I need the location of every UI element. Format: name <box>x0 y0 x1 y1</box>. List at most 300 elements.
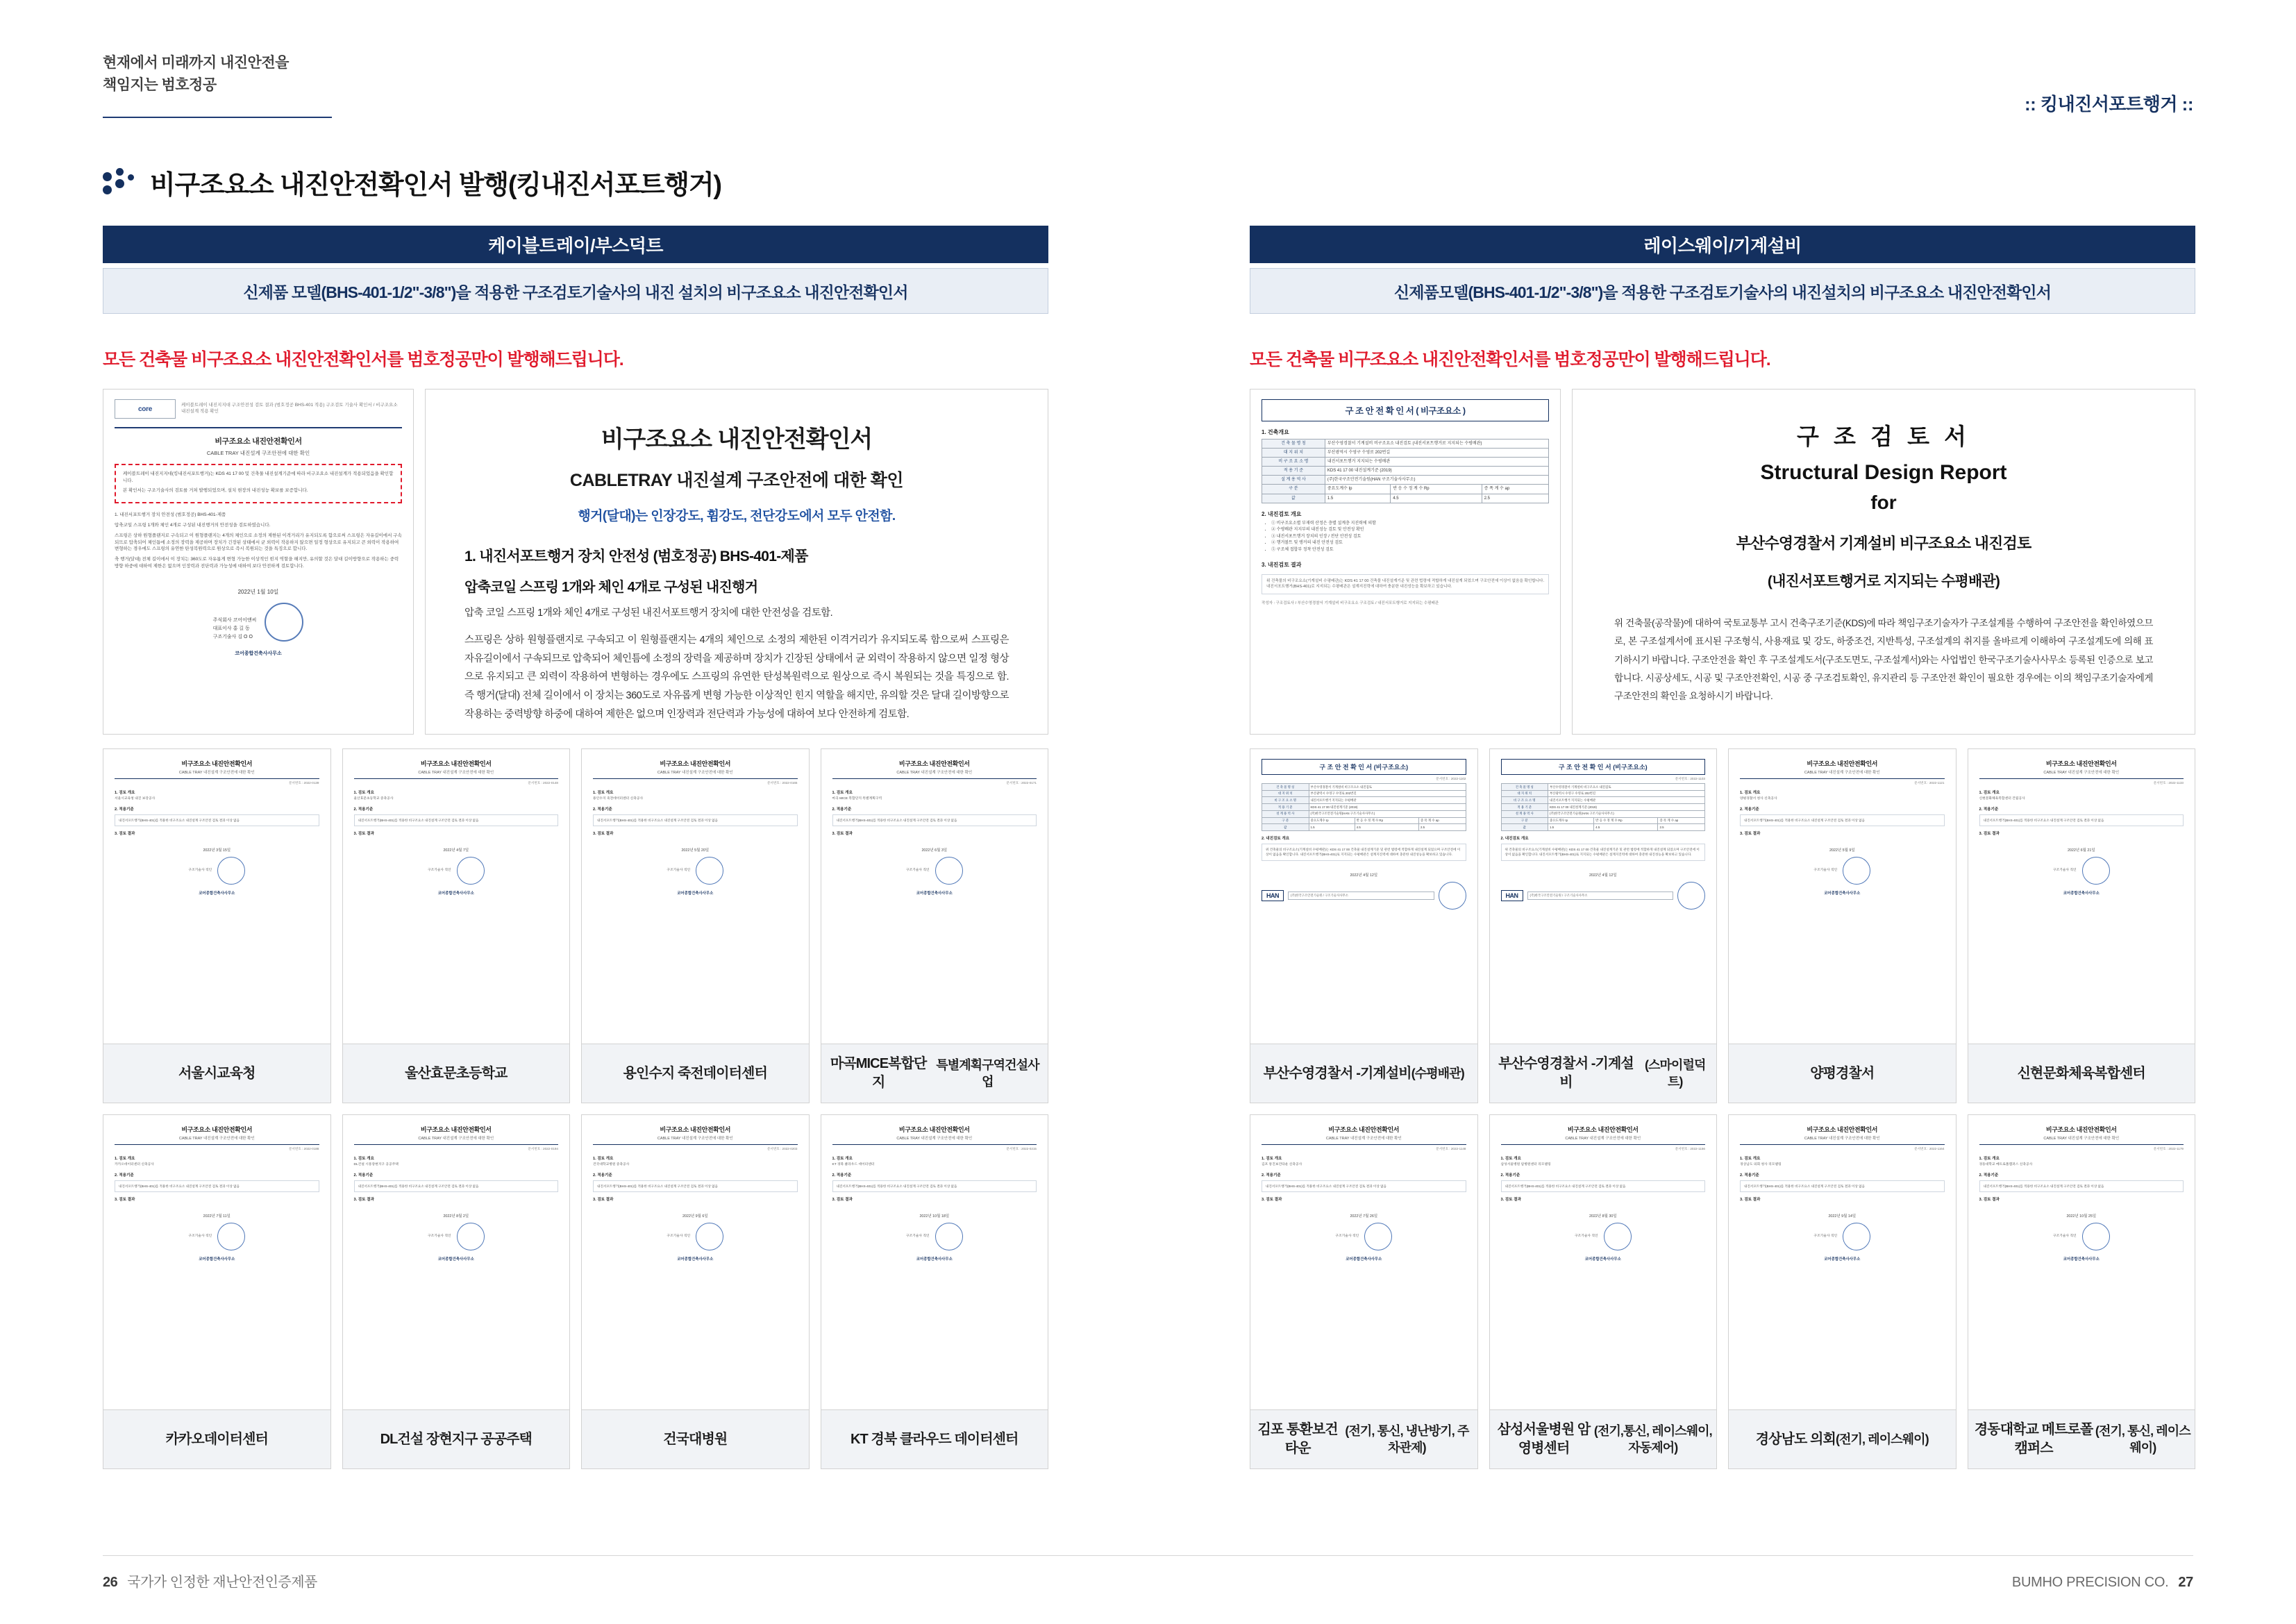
column-subband-left: 신제품 모델(BHS-401-1/2"-3/8")을 적용한 구조검토기술사의 내진 설치의 비구조요소 내진안전확인서 <box>103 268 1048 314</box>
certificate-thumb <box>1729 749 1956 1044</box>
ssc-footer: 작성자 : 구조검토사 / 부산수영경찰서 기계설비 비구조요소 구조검토 / 내진서포트행거로 지지되는 수평배관 <box>1262 601 1439 605</box>
certificate-caption-line1: 건국대병원 <box>663 1431 728 1447</box>
sdr-target-2: (내진서포트행거로 지지되는 수평배관) <box>1767 574 2000 589</box>
cert-note: 내진서포트행거(BHS-401)를 적용한 비구조요소 내진설계 구조안전 검토 결과 이상 없음 <box>115 1180 319 1192</box>
core-highlight-line-2: 본 확인서는 구조기술사의 검토를 거쳐 발행되었으며, 설치 현장의 내진성능 확보를 보증합니다. <box>123 487 308 493</box>
seal-stamp-icon <box>1604 1223 1632 1250</box>
cert-org: 마곡 MICE 복합단지 특별계획구역 <box>832 797 882 801</box>
cert-date: 2022년 3월 15일 <box>203 848 231 853</box>
cert-title: 비구조요소 내진안전확인서 <box>420 760 492 767</box>
core-footer: 코어종합건축사사무소 <box>235 651 282 656</box>
cert-signer: 구조기술사 직인 <box>427 869 451 873</box>
cert-footer: 코어종합건축사사무소 <box>199 891 235 896</box>
cert-meta: 문서번호 : 2022-1102 <box>1436 777 1466 780</box>
cert-signature <box>832 857 1037 885</box>
certificate-card[interactable] <box>581 1114 810 1469</box>
core-logo: core <box>115 399 176 419</box>
cert-section-2: 2. 내진검토 개요 <box>1500 837 1529 842</box>
ssc-note: 위 건축물의 비구조요소(기계설비 수평배관)는 KDS 41 17 00 건축물 내진설계기준 및 관련 법령에 적합하게 내진설계 되었으며 구조안전에 이상이 없음을 확인합니다. 내진서포트행거(BHS-401)로 지지되는 수평배관은 설계지진력에 대하여 충분한 내진성능을 확보하고 있습니다. <box>1262 574 1549 594</box>
certificate-caption-line1: 신현문화체육복합센터 <box>2017 1065 2145 1081</box>
cert-issuer-row <box>1262 882 1466 910</box>
seal-stamp-icon <box>696 857 723 885</box>
page-title-block <box>103 163 721 201</box>
certificate-card[interactable] <box>821 748 1049 1103</box>
cert-org: 울산효문초등학교 증축공사 <box>353 797 394 801</box>
cert-note: 내진서포트행거(BHS-401)를 적용한 비구조요소 내진설계 구조안전 검토 결과 이상 없음 <box>593 814 798 826</box>
cert-rule <box>115 778 319 779</box>
cert-section-3: 3. 검토 결과 <box>1979 1198 2000 1203</box>
cert-rule <box>115 1144 319 1145</box>
cert-section-1: 1. 검토 개요 <box>353 1157 374 1161</box>
certificate-caption-line2: 특별계획구역건설사업 <box>936 1057 1039 1089</box>
cert-signer: 구조기술사 직인 <box>1335 1234 1359 1239</box>
certificate-card[interactable] <box>1968 748 2196 1103</box>
column-cabletray <box>103 226 1048 1469</box>
cert-subtitle: CABLE TRAY 내진설계 구조안전에 대한 확인 <box>1565 1137 1641 1141</box>
certificate-caption <box>103 1409 330 1468</box>
footer-text-right: BUMHO PRECISION CO. <box>2011 1575 2169 1590</box>
sdr-title-ko: 구 조 검 토 서 <box>1796 424 1971 449</box>
cert-section-3: 3. 검토 결과 <box>1740 1198 1761 1203</box>
cert-section-1: 1. 검토 개요 <box>1979 1157 2000 1161</box>
ssc-bullet-4: • ④ 행거볼트 및 앵커의 내진 안전성 검토 <box>1271 540 1549 547</box>
certificate-caption-line1: 마곡MICE복합단지 <box>830 1056 927 1090</box>
cert-subtitle: CABLE TRAY 내진설계 구조안전에 대한 확인 <box>418 1137 494 1141</box>
certificate-thumb <box>821 749 1048 1044</box>
certificate-caption <box>1250 1409 1477 1468</box>
core-body-line-4: 축 행거(달대) 전체 길이에서 이 장치는 360도로 자유롭게 변형 가능한 이상적인 힌지 역할을 해지만, 유의할 것은 달대 길이방향으로 작용하는 중력방향 하중에 대하여 제한은 없으며 인장력과 전단력과 가능성에 대하여 보다 안전하게 검토합니다. <box>115 557 399 569</box>
cert-rule <box>354 1144 559 1145</box>
ssc-section-3: 3. 내진검토 결과 <box>1262 561 1302 568</box>
certificate-caption <box>1729 1044 1956 1103</box>
cert-meta: 문서번호 : 2022-1103 <box>1675 777 1705 780</box>
cert-section-2: 2. 적용기준 <box>1740 1173 1759 1178</box>
hero-row-right <box>1250 389 2195 735</box>
cert-note: 내진서포트행거(BHS-401)를 적용한 비구조요소 내진설계 구조안전 검토 결과 이상 없음 <box>832 814 1037 826</box>
cert-section-1: 1. 검토 개요 <box>1740 791 1761 795</box>
cert-signature <box>593 1223 798 1250</box>
certificate-caption <box>1250 1044 1477 1103</box>
cert-org: 용인수지 죽전데이터센터 신축공사 <box>593 797 644 801</box>
certificate-thumb <box>1490 1115 1717 1409</box>
certificate-caption <box>1729 1409 1956 1468</box>
certificate-caption-line2: (전기, 통신, 냉난방기, 주차관제) <box>1345 1423 1469 1455</box>
cert-subtitle: CABLE TRAY 내진설계 구조안전에 대한 확인 <box>418 771 494 775</box>
certificate-caption <box>343 1044 570 1103</box>
header-divider <box>103 117 332 118</box>
certificate-caption <box>582 1044 809 1103</box>
core-rule <box>115 427 402 428</box>
certificate-thumb <box>1490 749 1717 1044</box>
cert-title: 비구조요소 내진안전확인서 <box>2045 760 2117 767</box>
cert-rule <box>593 778 798 779</box>
cert-meta: 문서번호 : 2022-0165 <box>766 781 798 785</box>
certificate-caption-line2: (수평배관) <box>1411 1066 1464 1080</box>
ssc-bullet-5: • ⑤ 구조체 접합부 정착 안전성 검토 <box>1271 547 1549 554</box>
cert-section-2: 2. 적용기준 <box>115 807 134 812</box>
header-left <box>103 52 289 96</box>
cert-rule <box>1979 1144 2184 1145</box>
cert-subtitle: CABLE TRAY 내진설계 구조안전에 대한 확인 <box>657 1137 733 1141</box>
column-band-left: 케이블트레이/부스덕트 <box>103 226 1048 263</box>
certificate-caption <box>821 1044 1048 1103</box>
cert-signer: 구조기술사 직인 <box>2052 869 2077 873</box>
ssc-bar: 구 조 안 전 확 인 서 ( 비구조요소 ) <box>1262 399 1549 421</box>
certificate-caption <box>1490 1409 1717 1468</box>
cert-org: 경상남도 의회 청사 리모델링 <box>1740 1163 1782 1166</box>
cert-note: 내진서포트행거(BHS-401)를 적용한 비구조요소 내진설계 구조안전 검토 결과 이상 없음 <box>593 1180 798 1192</box>
cert-section-2: 2. 적용기준 <box>353 807 374 812</box>
cert-section-2: 2. 적용기준 <box>593 807 612 812</box>
seal-stamp-icon <box>2082 857 2110 885</box>
cert-section-2: 2. 내진검토 개요 <box>1262 837 1290 842</box>
seal-stamp-icon <box>457 857 485 885</box>
certificate-caption-line1: 김포 통환보건타운 <box>1257 1422 1338 1456</box>
footer-page-left: 26 <box>103 1575 118 1590</box>
footer-page-right: 27 <box>2178 1575 2193 1590</box>
ssc-bullet-2: • ② 수평배관 지지부의 내진성능 검토 및 안전성 확인 <box>1271 527 1549 534</box>
cert-date: 2022년 7월 11일 <box>203 1214 231 1219</box>
cert-section-3: 3. 검토 결과 <box>353 832 374 837</box>
cert-meta: 문서번호 : 2022-0188 <box>288 1147 319 1150</box>
cert-section-3: 3. 검토 결과 <box>1262 1198 1282 1203</box>
certificate-caption-line1: KT 경북 클라우드 데이터센터 <box>850 1431 1019 1447</box>
large-cert-para-1: 압축 코일 스프링 1개와 체인 4개로 구성된 내진서포트행거 장치에 대한 안전성을 검토함. <box>464 608 833 619</box>
core-date: 2022년 1월 10일 <box>237 588 279 595</box>
cert-section-2: 2. 적용기준 <box>1979 807 1999 812</box>
cert-title: 비구조요소 내진안전확인서 <box>1807 1126 1878 1133</box>
cert-signature <box>1740 1223 1945 1250</box>
cert-issuer-row <box>1501 882 1706 910</box>
column-redline-right: 모든 건축물 비구조요소 내진안전확인서를 범호정공만이 발행해드립니다. <box>1250 350 1770 369</box>
seal-stamp-icon <box>1843 857 1870 885</box>
cert-subtitle: CABLE TRAY 내진설계 구조안전에 대한 확인 <box>896 771 973 775</box>
certificate-thumb <box>1250 1115 1477 1409</box>
certificate-thumb <box>343 1115 570 1409</box>
cert-rule <box>354 778 559 779</box>
large-cert-subtitle: CABLETRAY 내진설계 구조안전에 대한 확인 <box>569 471 904 490</box>
cert-org: DL건설 시흥장현지구 공공주택 <box>353 1163 399 1166</box>
cert-section-3: 3. 검토 결과 <box>1979 832 2000 837</box>
cert-signature <box>1979 857 2184 885</box>
cert-date: 2022년 4월 12일 <box>1589 873 1617 878</box>
cert-footer: 코어종합건축사사무소 <box>1824 891 1861 896</box>
cert-bar: 구 조 안 전 확 인 서 (비구조요소) <box>1262 759 1466 775</box>
cert-subtitle: CABLE TRAY 내진설계 구조안전에 대한 확인 <box>2043 1137 2120 1141</box>
cert-meta: 문서번호 : 2022-0148 <box>528 781 558 785</box>
sdr-paragraph: 위 건축물(공작물)에 대하여 국토교통부 고시 건축구조기준(KDS)에 따라 책임구조기술자가 구조설계를 수행하여 구조안전을 확인하였으므로, 본 구조설계서에 표시된 구조형식, 사용재료 및 강도, 하중조건, 지반특성, 구조설계의 취지를 올바르게 이해하여 구조설계도에 의해 표기하시기 바랍니다. 구조안전을 확인 후 구조설계도서(구조도면도, 구조설계서)와는 사업법인 한국구조기술사사무소 등록된 인증으로 보고합니다. 시공상세도, 시공 및 구조안전확인, 시공 중 구조검토확인, 유지관리 등 구조안전 확인이 필요한 경우에는 이의 책임구조기술자에게 구조안전의 확인을 요청하시기 바랍니다. <box>1614 618 2153 702</box>
footer-left <box>103 1571 317 1591</box>
cert-note: 내진서포트행거(BHS-401)를 적용한 비구조요소 내진설계 구조안전 검토 결과 이상 없음 <box>1262 1180 1466 1192</box>
seal-stamp-icon <box>1439 882 1466 910</box>
dots-icon <box>103 168 135 197</box>
certificate-card[interactable] <box>1728 1114 1956 1469</box>
cert-footer: 코어종합건축사사무소 <box>437 891 474 896</box>
seal-stamp-icon <box>935 1223 963 1250</box>
cert-footer: 코어종합건축사사무소 <box>199 1257 235 1262</box>
cert-signature <box>593 857 798 885</box>
core-body-line-2: 압축코일 스프링 1개와 체인 4개로 구성된 내진행거의 안전성을 검토하였습니다. <box>115 523 271 528</box>
certificate-card[interactable] <box>1250 748 1478 1103</box>
cert-footer: 코어종합건축사사무소 <box>437 1257 474 1262</box>
cert-meta: 문서번호 : 2022-1156 <box>1675 1147 1705 1150</box>
column-subband-right: 신제품모델(BHS-401-1/2"-3/8")을 적용한 구조검토기술사의 내진설치의 비구조요소 내진안전확인서 <box>1250 268 2195 314</box>
certificate-thumb <box>1729 1115 1956 1409</box>
cert-date: 2022년 9월 14일 <box>1828 1214 1857 1219</box>
core-body <box>115 512 402 569</box>
certificate-grid-left <box>103 748 1048 1469</box>
certificate-thumb <box>343 749 570 1044</box>
hero-certificate-core <box>103 389 414 735</box>
cert-date: 2022년 4월 7일 <box>443 848 469 853</box>
cert-note: 내진서포트행거(BHS-401)를 적용한 비구조요소 내진설계 구조안전 검토 결과 이상 없음 <box>354 814 559 826</box>
cert-section-2: 2. 적용기준 <box>832 807 852 812</box>
cert-rule <box>1501 1144 1706 1145</box>
certificate-thumb <box>1968 1115 2195 1409</box>
cert-meta: 문서번호 : 2022-0203 <box>766 1147 798 1150</box>
cert-signature <box>1740 857 1945 885</box>
cert-signature <box>1979 1223 2184 1250</box>
cert-section-1: 1. 검토 개요 <box>353 791 374 795</box>
certificate-card[interactable] <box>342 748 571 1103</box>
certificate-thumb <box>1968 749 2195 1044</box>
cert-section-2: 2. 적용기준 <box>1979 1173 1999 1178</box>
certificate-thumb <box>103 1115 330 1409</box>
certificate-caption <box>821 1409 1048 1468</box>
cert-date: 2022년 8월 30일 <box>1589 1214 1617 1219</box>
cert-subtitle: CABLE TRAY 내진설계 구조안전에 대한 확인 <box>1804 771 1880 775</box>
cert-meta: 문서번호 : 2022-1179 <box>2153 1147 2184 1150</box>
cert-org: 양평경찰서 청사 신축공사 <box>1740 797 1777 801</box>
certificate-caption <box>1490 1044 1717 1103</box>
footer-text-left: 국가가 인정한 재난안전인증제품 <box>127 1575 317 1590</box>
header-left-line1: 현재에서 미래까지 내진안전을 <box>103 55 289 71</box>
cert-signature <box>354 1223 559 1250</box>
cert-org: KT 경북 클라우드 데이터센터 <box>832 1163 875 1166</box>
cert-note: 내진서포트행거(BHS-401)를 적용한 비구조요소 내진설계 구조안전 검토 결과 이상 없음 <box>354 1180 559 1192</box>
cert-section-1: 1. 검토 개요 <box>1740 1157 1761 1161</box>
cert-section-3: 3. 검토 결과 <box>115 1198 135 1203</box>
cert-meta: 문서번호 : 2022-0171 <box>1006 781 1037 785</box>
hero-row-left <box>103 389 1048 735</box>
cert-section-2: 2. 적용기준 <box>832 1173 852 1178</box>
certificate-caption <box>103 1044 330 1103</box>
ssc-section-2: 2. 내진검토 개요 <box>1262 510 1302 517</box>
cert-section-3: 3. 검토 결과 <box>1500 1198 1521 1203</box>
cert-rule <box>1979 778 2184 779</box>
cert-signer: 구조기술사 직인 <box>1574 1234 1598 1239</box>
seal-stamp-icon <box>457 1223 485 1250</box>
seal-stamp-icon <box>1843 1223 1870 1250</box>
certificate-thumb <box>582 1115 809 1409</box>
certificate-caption-line1: 양평경찰서 <box>1810 1065 1875 1081</box>
cert-note: 위 건축물의 비구조요소(기계설비 수평배관)는 KDS 41 17 00 건축물 내진설계기준 및 관련 법령에 적합하게 내진설계 되었으며 구조안전에 이상이 없음을 확인합니다. 내진서포트행거(BHS-401)로 지지되는 수평배관은 설계지진력에 대하여 충분한 내진성능을 확보하고 있습니다. <box>1501 844 1706 861</box>
column-redline-left: 모든 건축물 비구조요소 내진안전확인서를 범호정공만이 발행해드립니다. <box>103 350 623 369</box>
large-cert-section: 1. 내진서포트행거 장치 안전성 (범호정공) BHS-401-제품 <box>464 549 808 564</box>
certificate-caption-line1: 경상남도 의회 <box>1755 1431 1836 1447</box>
cert-section-1: 1. 검토 개요 <box>593 1157 614 1161</box>
cert-signature <box>354 857 559 885</box>
cert-table: 건 축 물 명 칭 부산수영경찰서 기계설비 비구조요소 내진검토 대 지 위 치 부산광역시 수영구 수영로 202번길 비 구 조 요 소 명 내진서포트행거 지지되는 수평배관 적 용 기 준 KDS 41 17 00 내진설계기준 (2019) 설 계 용 역 사 (주)한국구조안전기술원(HAN 구조기술사사무소) 구 분 중요도계수 Ip 반 응 수 정 계 수 Rp 증 폭 계 수 ap 값 1.5 4.5 2.5 <box>1501 783 1706 831</box>
certificate-caption-line2: (전기, 레이스웨이) <box>1835 1432 1929 1446</box>
cert-bar: 구 조 안 전 확 인 서 (비구조요소) <box>1501 759 1706 775</box>
cert-rule <box>1740 1144 1945 1145</box>
core-signature <box>103 603 413 642</box>
core-body-line-3: 스프링은 상하 원형플랜지로 구속되고 이 원형플랜지는 4개의 체인으로 소정의 제한된 이격거리가 유지되도록 함으로써 스프링은 자유길이에서 구속되므로 압축되어 체인틈에 소정의 장력을 제공하며 장치가 긴장된 상태에서 균 외력이 작용하지 않으면 일정 형상으로 유지되고 큰 외력이 작용하여 변형하는 경우에도 스프링의 유연한 탄성복원력으로 원상으로 즉시 복원되는 것을 특징으로 합니다. <box>115 533 402 552</box>
cert-section-3: 3. 검토 결과 <box>353 1198 374 1203</box>
cert-footer: 코어종합건축사사무소 <box>2063 1257 2100 1262</box>
seal-stamp-icon <box>1364 1223 1392 1250</box>
cert-signer: 구조기술사 직인 <box>667 869 691 873</box>
cert-note: 내진서포트행거(BHS-401)를 적용한 비구조요소 내진설계 구조안전 검토 결과 이상 없음 <box>1979 1180 2184 1192</box>
cert-rule <box>1262 1144 1466 1145</box>
cert-date: 2022년 5월 20일 <box>681 848 710 853</box>
certificate-thumb <box>821 1115 1048 1409</box>
certificate-caption-line2: (스마이럴덕트) <box>1644 1057 1706 1089</box>
cert-date: 2022년 6월 3일 <box>921 848 948 853</box>
cert-section-1: 1. 검토 개요 <box>1979 791 2000 795</box>
cert-subtitle: CABLE TRAY 내진설계 구조안전에 대한 확인 <box>657 771 733 775</box>
certificate-card[interactable] <box>581 748 810 1103</box>
cert-section-1: 1. 검토 개요 <box>115 1157 135 1161</box>
certificate-card[interactable] <box>1250 1114 1478 1469</box>
certificate-card[interactable] <box>342 1114 571 1469</box>
certificate-card[interactable] <box>1968 1114 2196 1469</box>
cert-title: 비구조요소 내진안전확인서 <box>1567 1126 1639 1133</box>
certificate-card[interactable] <box>821 1114 1049 1469</box>
core-title: 비구조요소 내진안전확인서 <box>215 437 302 446</box>
cert-title: 비구조요소 내진안전확인서 <box>181 760 253 767</box>
cert-signature <box>1501 1223 1706 1250</box>
cert-date: 2022년 6월 21일 <box>2067 848 2095 853</box>
cert-note: 내진서포트행거(BHS-401)를 적용한 비구조요소 내진설계 구조안전 검토 결과 이상 없음 <box>1501 1180 1706 1192</box>
cert-section-3: 3. 검토 결과 <box>593 832 614 837</box>
certificate-card[interactable] <box>1489 1114 1718 1469</box>
cert-section-1: 1. 검토 개요 <box>1262 1157 1282 1161</box>
cert-section-2: 2. 적용기준 <box>1262 1173 1281 1178</box>
core-highlight-line-1: 케이블트레이 내진지지대(킹내진서포트행거)는 KDS 41 17 00 및 건축물 내진설계기준에 따라 비구조요소 내진설계가 적용되었음을 확인합니다. <box>123 471 394 483</box>
cert-date: 2022년 5월 9일 <box>1829 848 1855 853</box>
certificate-caption <box>582 1409 809 1468</box>
page-title: 비구조요소 내진안전확인서 발행(킹내진서포트행거) <box>150 171 721 200</box>
cert-date: 2022년 4월 12일 <box>1350 873 1378 878</box>
cert-note: 내진서포트행거(BHS-401)를 적용한 비구조요소 내진설계 구조안전 검토 결과 이상 없음 <box>115 814 319 826</box>
cert-signer: 구조기술사 직인 <box>667 1234 691 1239</box>
ssc-bullets <box>1262 521 1549 554</box>
cert-footer: 코어종합건축사사무소 <box>1824 1257 1861 1262</box>
seal-stamp-icon <box>935 857 963 885</box>
cert-footer: 코어종합건축사사무소 <box>2063 891 2100 896</box>
cert-title: 비구조요소 내진안전확인서 <box>181 1126 253 1133</box>
header-right: :: 킹내진서포트행거 :: <box>2024 94 2193 115</box>
certificate-caption <box>343 1409 570 1468</box>
cert-title: 비구조요소 내진안전확인서 <box>660 760 731 767</box>
cert-subtitle: CABLE TRAY 내진설계 구조안전에 대한 확인 <box>2043 771 2120 775</box>
cert-footer: 코어종합건축사사무소 <box>916 891 953 896</box>
cert-section-2: 2. 적용기준 <box>353 1173 374 1178</box>
certificate-caption-line1: 카카오데이터센터 <box>165 1431 268 1447</box>
certificate-card[interactable] <box>1728 748 1956 1103</box>
certificate-caption <box>1968 1409 2195 1468</box>
cert-meta: 문서번호 : 2022-0139 <box>288 781 319 785</box>
cert-section-1: 1. 검토 개요 <box>115 791 135 795</box>
cert-meta: 문서번호 : 2022-1148 <box>1436 1147 1466 1150</box>
hero-certificate-large-left <box>425 389 1048 735</box>
cert-section-1: 1. 검토 개요 <box>1500 1157 1521 1161</box>
certificate-caption-line2: (전기, 통신, 레이스웨이) <box>2095 1423 2190 1455</box>
certificate-caption-line1: 용인수지 죽전데이터센터 <box>623 1065 767 1081</box>
cert-meta: 문서번호 : 2022-1133 <box>2153 781 2184 785</box>
han-logo: HAN <box>1501 890 1523 901</box>
cert-title: 비구조요소 내진안전확인서 <box>898 1126 970 1133</box>
footer-divider <box>103 1555 2193 1556</box>
cert-footer: 코어종합건축사사무소 <box>677 1257 714 1262</box>
certificate-card[interactable] <box>103 1114 331 1469</box>
cert-subtitle: CABLE TRAY 내진설계 구조안전에 대한 확인 <box>1325 1137 1402 1141</box>
column-raceway <box>1250 226 2195 1469</box>
cert-signature <box>115 857 319 885</box>
certificate-caption-line1: DL건설 장현지구 공공주택 <box>380 1431 532 1447</box>
han-logo: HAN <box>1262 890 1284 901</box>
certificate-thumb <box>103 749 330 1044</box>
large-cert-bluenote: 행거(달대)는 인장강도, 휨강도, 전단강도에서 모두 안전함. <box>578 509 896 524</box>
cert-footer: 코어종합건축사사무소 <box>677 891 714 896</box>
cert-note: 내진서포트행거(BHS-401)를 적용한 비구조요소 내진설계 구조안전 검토 결과 이상 없음 <box>1740 1180 1945 1192</box>
cert-section-3: 3. 검토 결과 <box>1740 832 1761 837</box>
ssc-bullet-3: • ③ 내진서포트행거 장치의 인장 / 전단 안전성 검토 <box>1271 534 1549 541</box>
sdr-target-1: 부산수영경찰서 기계설비 비구조요소 내진검토 <box>1736 535 2031 552</box>
cert-meta: 문서번호 : 2022-1164 <box>1914 1147 1945 1150</box>
cert-date: 2022년 10월 18일 <box>919 1214 950 1219</box>
core-body-line-1: 1. 내진서포트행거 장치 안전성 (범호정공) BHS-401-제품 <box>115 512 226 518</box>
cert-section-3: 3. 검토 결과 <box>832 832 853 837</box>
cert-table: 건 축 물 명 칭 부산수영경찰서 기계설비 비구조요소 내진검토 대 지 위 치 부산광역시 수영구 수영로 202번길 비 구 조 요 소 명 내진서포트행거 지지되는 수평배관 적 용 기 준 KDS 41 17 00 내진설계기준 (2019) 설 계 용 역 사 (주)한국구조안전기술원(HAN 구조기술사사무소) 구 분 중요도계수 Ip 반 응 수 정 계 수 Rp 증 폭 계 수 ap 값 1.5 4.5 2.5 <box>1262 783 1466 831</box>
footer-right <box>2012 1575 2193 1591</box>
cert-org: 서울시교육청 내진 보강공사 <box>115 797 156 801</box>
cert-section-2: 2. 적용기준 <box>1500 1173 1520 1178</box>
seal-stamp-icon <box>696 1223 723 1250</box>
certificate-card[interactable] <box>1489 748 1718 1103</box>
seal-stamp-icon <box>217 857 245 885</box>
cert-section-1: 1. 검토 개요 <box>593 791 614 795</box>
hero-structure-safety-confirmation <box>1250 389 1561 735</box>
sdr-title-en: Structural Design Report <box>1760 461 2007 484</box>
certificate-caption <box>1968 1044 2195 1103</box>
certificate-thumb <box>582 749 809 1044</box>
cert-meta: 문서번호 : 2022-0215 <box>1006 1147 1037 1150</box>
cert-note: 위 건축물의 비구조요소(기계설비 수평배관)는 KDS 41 17 00 건축물 내진설계기준 및 관련 법령에 적합하게 내진설계 되었으며 구조안전에 이상이 없음을 확인합니다. 내진서포트행거(BHS-401)로 지지되는 수평배관은 설계지진력에 대하여 충분한 내진성능을 확보하고 있습니다. <box>1262 844 1466 861</box>
cert-org: 삼성서울병원 암병원센터 리모델링 <box>1500 1163 1551 1166</box>
cert-rule <box>593 1144 798 1145</box>
large-cert-title: 비구조요소 내진안전확인서 <box>601 426 873 453</box>
cert-org: 신현문화체육복합센터 건립공사 <box>1979 797 2025 801</box>
certificate-caption-line1: 서울시교육청 <box>178 1065 255 1081</box>
cert-section-2: 2. 적용기준 <box>1740 807 1759 812</box>
cert-footer: 코어종합건축사사무소 <box>1346 1257 1382 1262</box>
seal-stamp-icon <box>217 1223 245 1250</box>
cert-rule <box>832 1144 1037 1145</box>
certificate-thumb <box>1250 749 1477 1044</box>
cert-footer: 코어종합건축사사무소 <box>1584 1257 1621 1262</box>
cert-signature <box>1262 1223 1466 1250</box>
sdr-for: for <box>1870 492 1897 513</box>
header-left-line2: 책임지는 범호정공 <box>103 76 217 93</box>
cert-section-3: 3. 검토 결과 <box>593 1198 614 1203</box>
cert-rule <box>1740 778 1945 779</box>
certificate-card[interactable] <box>103 748 331 1103</box>
cert-section-1: 1. 검토 개요 <box>832 1157 853 1161</box>
cert-note: 내진서포트행거(BHS-401)를 적용한 비구조요소 내진설계 구조안전 검토 결과 이상 없음 <box>1740 814 1945 826</box>
